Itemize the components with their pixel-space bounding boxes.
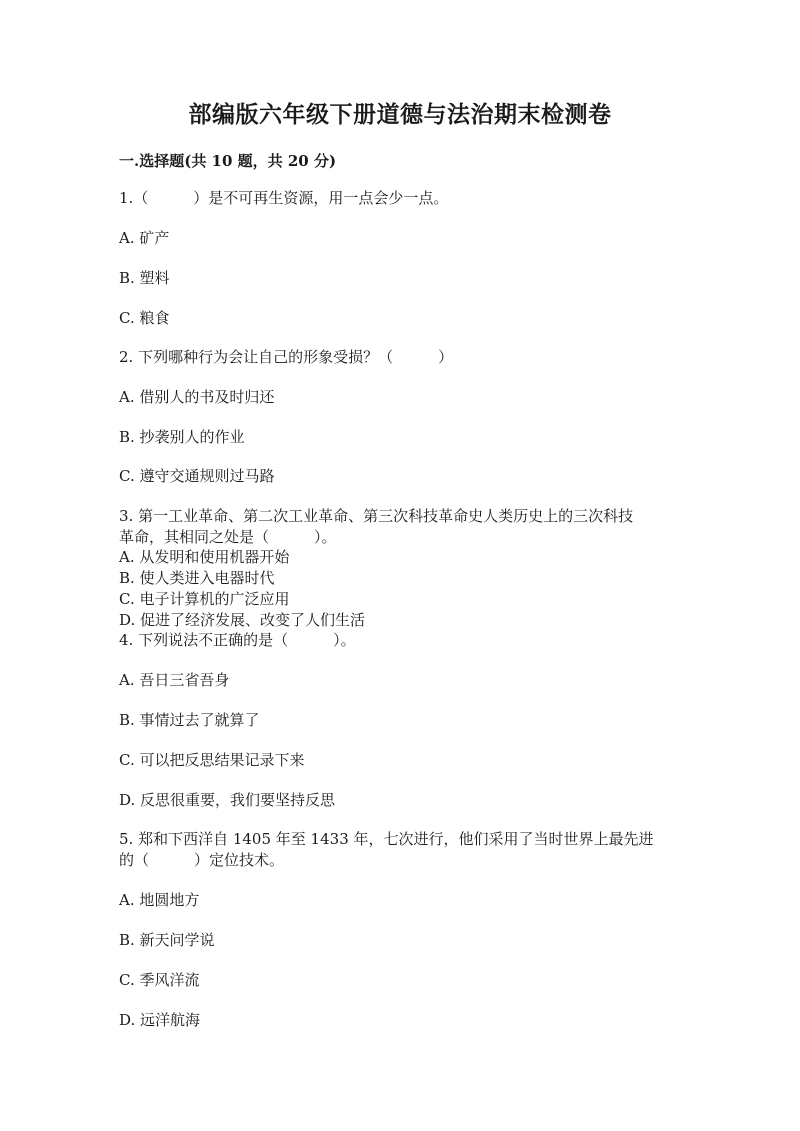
question-2-option-a: A. 借别人的书及时归还: [119, 388, 275, 406]
question-1-option-c: C. 粮食: [119, 309, 170, 327]
question-5-option-c: C. 季风洋流: [119, 971, 200, 989]
question-4-option-b: B. 事情过去了就算了: [119, 711, 260, 729]
question-5-stem-line-2: 的（ ）定位技术。: [119, 851, 285, 869]
question-3-option-b: B. 使人类进入电器时代: [119, 569, 275, 587]
question-2-option-b: B. 抄袭别人的作业: [119, 428, 245, 446]
question-2-option-c: C. 遵守交通规则过马路: [119, 467, 275, 485]
question-1-option-b: B. 塑料: [119, 269, 170, 287]
question-3-option-d: D. 促进了经济发展、改变了人们生活: [119, 611, 366, 629]
question-5-option-b: B. 新天问学说: [119, 931, 215, 949]
question-4-stem: 4. 下列说法不正确的是（ ）。: [119, 631, 356, 649]
question-3-stem-line-1: 3. 第一工业革命、第二次工业革命、第三次科技革命史人类历史上的三次科技: [119, 507, 634, 525]
question-3-option-c: C. 电子计算机的广泛应用: [119, 590, 290, 608]
question-2-stem: 2. 下列哪种行为会让自己的形象受损？（ ）: [119, 348, 454, 366]
page-title: 部编版六年级下册道德与法治期末检测卷: [188, 101, 612, 128]
question-1-option-a: A. 矿产: [119, 229, 170, 247]
question-1-stem: 1.（ ）是不可再生资源，用一点会少一点。: [119, 189, 449, 207]
question-5-stem-line-1: 5. 郑和下西洋自 1405 年至 1433 年，七次进行，他们采用了当时世界上最先进: [119, 830, 654, 848]
question-4-option-d: D. 反思很重要，我们要坚持反思: [119, 791, 336, 809]
question-3-stem-line-2: 革命，其相同之处是（ ）。: [119, 528, 337, 546]
question-4-option-a: A. 吾日三省吾身: [119, 671, 230, 689]
question-5-option-d: D. 远洋航海: [119, 1011, 201, 1029]
question-5-option-a: A. 地圆地方: [119, 891, 200, 909]
question-3-option-a: A. 从发明和使用机器开始: [119, 548, 290, 566]
section-heading: 一.选择题(共 10 题，共 20 分): [119, 152, 337, 170]
question-4-option-c: C. 可以把反思结果记录下来: [119, 751, 305, 769]
